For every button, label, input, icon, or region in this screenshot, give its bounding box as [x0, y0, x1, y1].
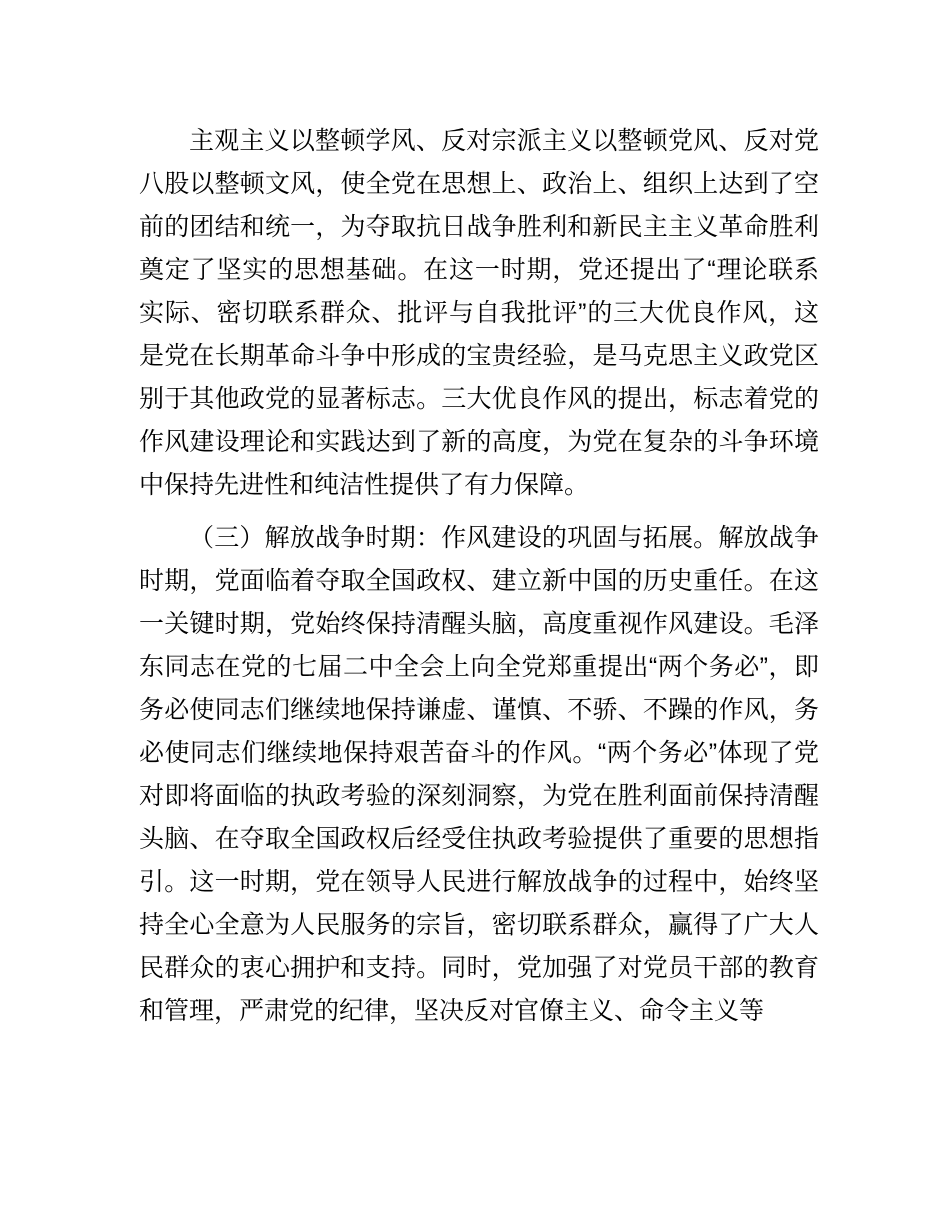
paragraph-section-three: （三）解放战争时期：作风建设的巩固与拓展。解放战争时期，党面临着夺取全国政权、建立新中国的历史重任。在这一关键时期，党始终保持清醒头脑，高度重视作风建设。毛泽东同志在党的七届二中全会上向全党郑重提出“两个务必”，即务必使同志们继续地保持谦虚、谨慎、不骄、不躁的作风，务必使同志们继续地保持艰苦奋斗的作风。“两个务必”体现了党对即将面临的执政考验的深刻洞察，为党在胜利面前保持清醒头脑、在夺取全国政权后经受住执政考验提供了重要的思想指引。这一时期，党在领导人民进行解放战争的过程中，始终坚持全心全意为人民服务的宗旨，密切联系群众，赢得了广大人民群众的衷心拥护和支持。同时，党加强了对党员干部的教育和管理，严肃党的纪律，坚决反对官僚主义、命令主义等	[139, 524, 819, 1025]
paragraph-body-continuation: 主观主义以整顿学风、反对宗派主义以整顿党风、反对党八股以整顿文风，使全党在思想上、政治上、组织上达到了空前的团结和统一，为夺取抗日战争胜利和新民主主义革命胜利奠定了坚实的思想基础。在这一时期，党还提出了“理论联系实际、密切联系群众、批评与自我批评”的三大优良作风，这是党在长期革命斗争中形成的宝贵经验，是马克思主义政党区别于其他政党的显著标志。三大优良作风的提出，标志着党的作风建设理论和实践达到了新的高度，为党在复杂的斗争环境中保持先进性和纯洁性提供了有力保障。	[139, 127, 819, 499]
